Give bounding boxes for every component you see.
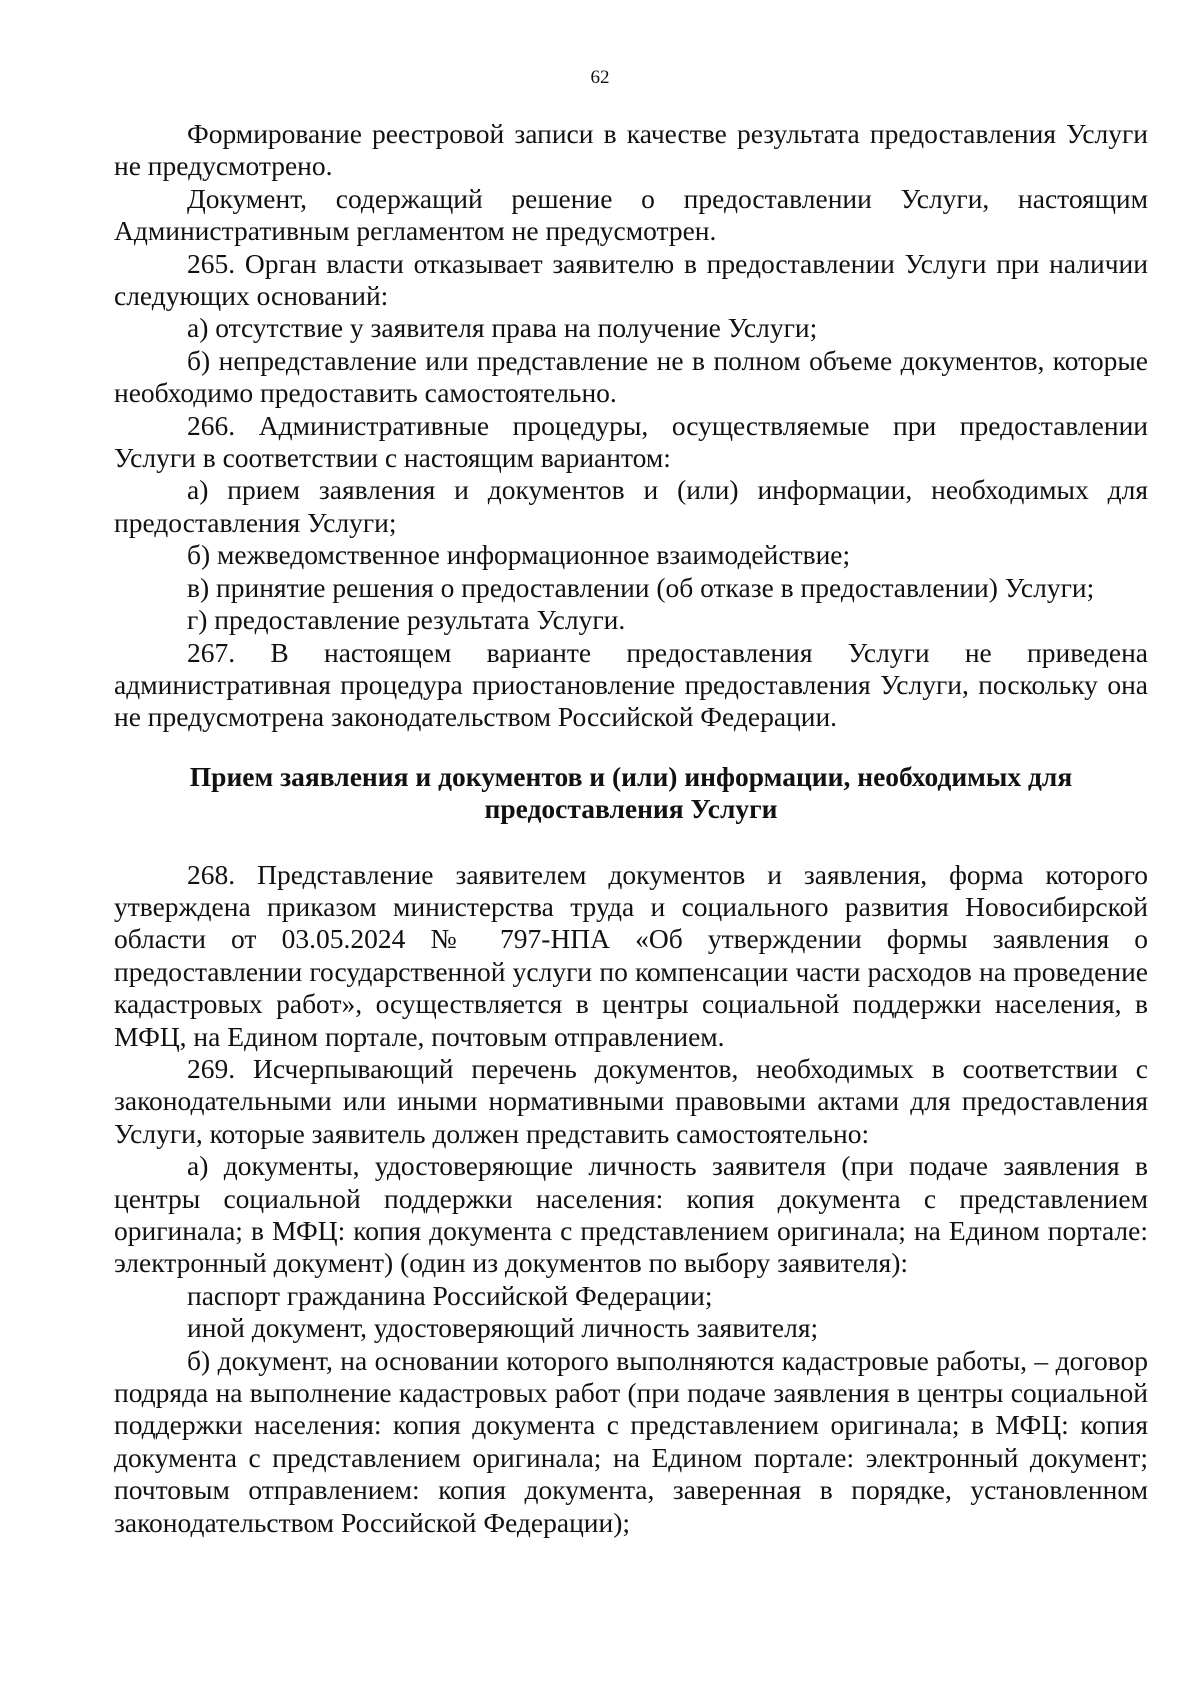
paragraph-268: 268. Представление заявителем документов и заявления, форма которого утверждена приказом министерства труда и социального развития Новосибирской области от 03.05.2024 № 797-НПА «Об утверждении формы заявления о предоставлении государственной услуги по компенсации части расходов на проведение кадастровых работ», осуществляется в центры социальной поддержки населения, в МФЦ, на Едином портале, почтовым отправлением.: [114, 858, 1148, 1052]
list-item: а) документы, удостоверяющие личность заявителя (при подаче заявления в центры социальной поддержки населения: копия документа с представлением оригинала; в МФЦ: копия документа с представлением оригинала; на Едином портале: электронный документ) (один из документов по выбору заявителя):: [114, 1150, 1148, 1279]
paragraph-267: 267. В настоящем варианте предоставления Услуги не приведена административная процедура приостановление предоставления Услуги, поскольку она не предусмотрена законодательством Российской Федерации.: [114, 636, 1148, 733]
list-item: б) межведомственное информационное взаимодействие;: [187, 539, 851, 571]
list-item: г) предоставление результата Услуги.: [187, 604, 626, 636]
list-item: а) прием заявления и документов и (или) информации, необходимых для предоставления Услуги;: [114, 474, 1148, 538]
paragraph: Формирование реестровой записи в качестве результата предоставления Услуги не предусмотрено.: [114, 118, 1148, 182]
list-item: паспорт гражданина Российской Федерации;: [187, 1279, 713, 1311]
section-heading: Прием заявления и документов и (или) информации, необходимых для предоставления Услуги: [189, 760, 1073, 825]
paragraph: Документ, содержащий решение о предоставлении Услуги, настоящим Административным регламентом не предусмотрен.: [114, 182, 1148, 247]
page-number: 62: [590, 67, 610, 88]
list-item: б) документ, на основании которого выполняются кадастровые работы, – договор подряда на выполнение кадастровых работ (при подаче заявления в центры социальной поддержки населения: копия документа с представлением оригинала; в МФЦ: копия документа с представлением оригинала; на Едином портале: электронный документ; почтовым отправлением: копия документа, заверенная в порядке, установленном законодательством Российской Федерации);: [114, 1344, 1148, 1538]
paragraph-266: 266. Административные процедуры, осуществляемые при предоставлении Услуги в соответствии с настоящим вариантом:: [114, 409, 1148, 474]
paragraph-269: 269. Исчерпывающий перечень документов, необходимых в соответствии с законодательными или иными нормативными правовыми актами для предоставления Услуги, которые заявитель должен представить самостоятельно:: [114, 1052, 1148, 1149]
list-item: иной документ, удостоверяющий личность заявителя;: [187, 1312, 819, 1344]
document-body: [114, 118, 1148, 1539]
list-item: а) отсутствие у заявителя права на получение Услуги;: [187, 312, 818, 344]
list-item: б) непредставление или представление не в полном объеме документов, которые необходимо предоставить самостоятельно.: [114, 344, 1148, 409]
list-item: в) принятие решения о предоставлении (об отказе в предоставлении) Услуги;: [187, 571, 1095, 603]
paragraph-265: 265. Орган власти отказывает заявителю в предоставлении Услуги при наличии следующих оснований:: [114, 247, 1148, 312]
